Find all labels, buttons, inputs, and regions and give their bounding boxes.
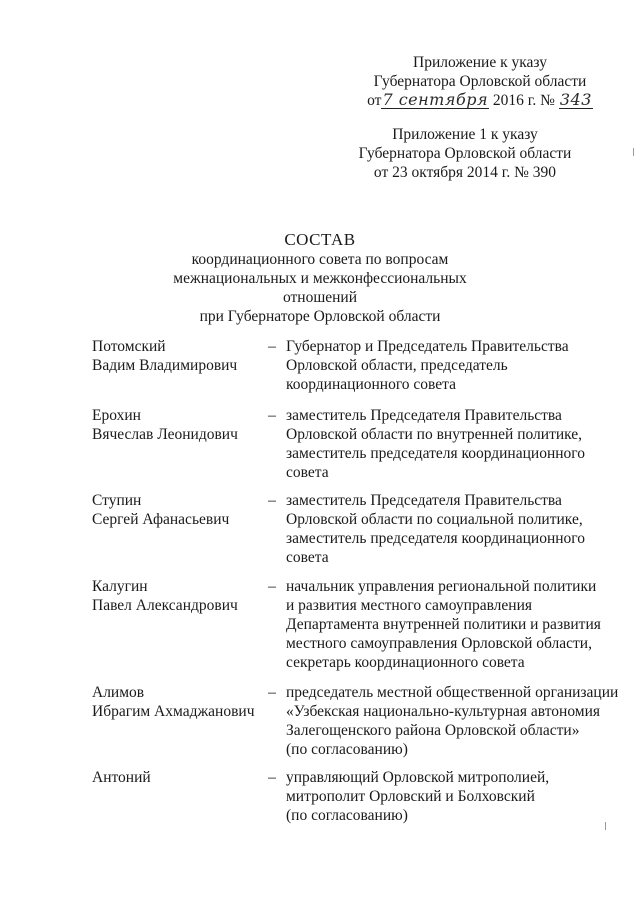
member-role — [286, 768, 626, 825]
member-dash: – — [268, 492, 276, 509]
member-dash: – — [268, 338, 276, 355]
member-given-names: Сергей Афанасьевич — [92, 511, 230, 528]
scan-mark — [605, 822, 606, 830]
member-role-line: заместитель Председателя Правительства — [286, 492, 562, 509]
appendix-original-line2: Губернатора Орловской области — [358, 145, 572, 162]
member-dash: – — [268, 684, 276, 701]
member-role-line: «Узбекская национально-культурная автономия — [286, 703, 601, 720]
member-role — [286, 337, 626, 394]
member-dash: – — [268, 769, 276, 786]
appendix-original-line3: от 23 октября 2014 г. № 390 — [373, 164, 557, 181]
member-role-line: совета — [286, 549, 329, 566]
member-role-line: местного самоуправления Орловской области, — [286, 635, 592, 652]
date-suffix: 2016 г. № — [492, 92, 555, 109]
member-role-line: митрополит Орловский и Болховский — [286, 788, 535, 805]
member-role-line: заместитель Председателя Правительства — [286, 407, 562, 424]
document-title — [150, 230, 490, 326]
member-role-line: председатель местной общественной организации — [286, 684, 619, 701]
member-role-line: Орловской области по внутренней политике, — [286, 426, 583, 443]
member-dash: – — [268, 578, 276, 595]
member-role-line: начальник управления региональной политики — [286, 578, 597, 595]
member-given-names: Вадим Владимирович — [92, 357, 238, 374]
member-role-line: и развития местного самоуправления — [286, 597, 533, 614]
member-name — [92, 577, 262, 615]
member-role-line: заместитель председателя координационного — [286, 530, 586, 547]
member-role-line: (по согласованию) — [286, 741, 408, 758]
member-name — [92, 337, 262, 375]
member-role-line: Орловской области по социальной политике, — [286, 511, 583, 528]
member-role-line: управляющий Орловской митрополией, — [286, 769, 550, 786]
member-role-line: Орловской области, председатель — [286, 357, 508, 374]
member-name — [92, 491, 262, 529]
appendix-current-line2: Губернатора Орловской области — [373, 73, 587, 90]
date-prefix: от — [367, 92, 382, 109]
appendix-current-block — [345, 53, 615, 110]
member-role — [286, 406, 626, 482]
member-dash: – — [268, 407, 276, 424]
member-role-line: Залегощенского района Орловской области» — [286, 722, 580, 739]
member-role-line: совета — [286, 464, 329, 481]
title-line: координационного совета по вопросам — [191, 251, 449, 268]
appendix-original-line1: Приложение 1 к указу — [392, 126, 538, 143]
appendix-current-date-line — [367, 91, 593, 110]
scan-mark — [633, 148, 634, 156]
member-surname: Алимов — [92, 684, 145, 701]
appendix-original-block — [345, 125, 585, 182]
member-surname: Потомский — [92, 338, 166, 355]
appendix-current-line1: Приложение к указу — [413, 54, 547, 71]
member-role — [286, 577, 626, 672]
handwritten-number: 343 — [559, 90, 592, 109]
member-role-line: Департамента внутренней политики и развития — [286, 616, 601, 633]
member-role-line: (по согласованию) — [286, 807, 408, 824]
member-role — [286, 491, 626, 567]
member-given-names: Ибрагим Ахмаджанович — [92, 703, 255, 720]
member-role-line: заместитель председателя координационного — [286, 445, 586, 462]
title-line: при Губернаторе Орловской области — [199, 308, 441, 325]
member-role-line: координационного совета — [286, 376, 457, 393]
member-surname: Ерохин — [92, 407, 141, 424]
title-heading: СОСТАВ — [284, 230, 356, 249]
handwritten-date: 7 сентября — [382, 90, 489, 109]
member-surname: Ступин — [92, 492, 142, 509]
member-name — [92, 683, 262, 721]
member-role-line: Губернатор и Председатель Правительства — [286, 338, 569, 355]
title-line: межнациональных и межконфессиональных отношений — [173, 270, 467, 306]
member-given-names: Павел Александрович — [92, 597, 238, 614]
member-surname: Калугин — [92, 578, 148, 595]
member-role-line: секретарь координационного совета — [286, 654, 525, 671]
member-given-names: Вячеслав Леонидович — [92, 426, 238, 443]
member-role — [286, 683, 626, 759]
member-surname: Антоний — [92, 769, 151, 786]
member-name — [92, 768, 262, 787]
member-name — [92, 406, 262, 444]
